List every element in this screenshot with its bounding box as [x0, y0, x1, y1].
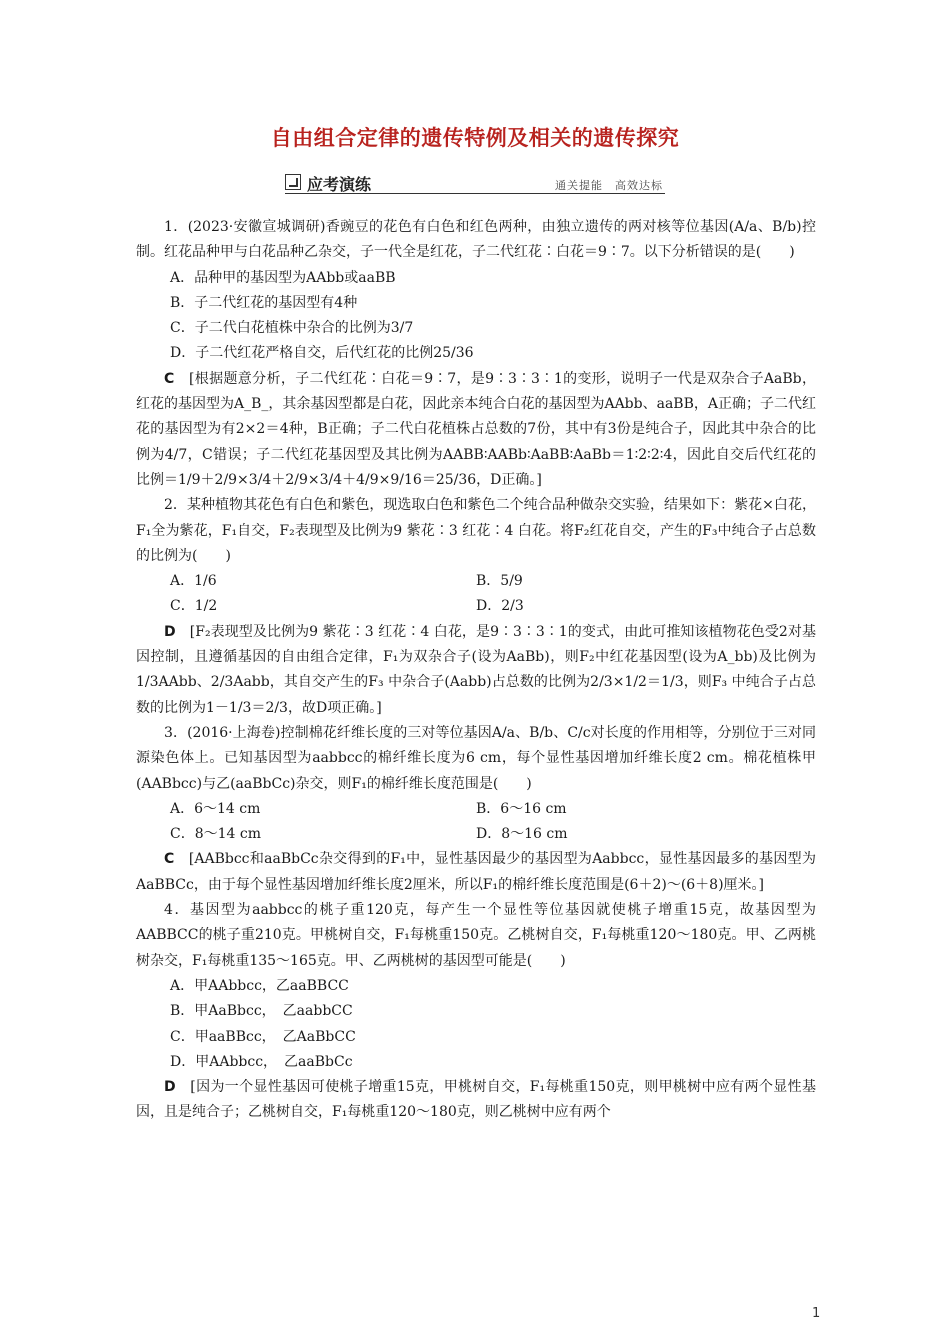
question-2-option-b: B．5/9 [476, 573, 523, 590]
section-label: 应考演练 [307, 175, 372, 194]
question-4-option-a: A．甲AAbbcc，乙aaBBCC [170, 977, 349, 994]
checkbox-icon [285, 174, 301, 190]
question-4-option-b: B．甲AaBbcc， 乙aabbCC [170, 1003, 353, 1020]
section-rule [285, 193, 665, 194]
question-4-stem: 4．基因型为aabbcc的桃子重120克，每产生一个显性等位基因就使桃子增重15克，故基因型为AABBCC的桃子重210克。甲桃树自交，F₁每桃重150克。乙桃树自交，F₁每桃重120～180克。甲、乙两桃树杂交，F₁每桃重135～165克。甲、乙两桃树的基因型可能是( ) [136, 902, 816, 969]
question-1-option-b: B．子二代红花的基因型有4种 [170, 294, 358, 311]
question-1-answer [136, 367, 816, 493]
answer-letter: C [164, 851, 175, 868]
answer-explanation: [F₂表现型及比例为9 紫花∶3 红花∶4 白花，是9∶3∶3∶1的变式，由此可推知该植物花色受2对基因控制，且遵循基因的自由组合定律，F₁为双杂合子(设为AaBb)，则F₂中红花基因型(设为A_bb)及比例为1/3AAbb、2/3Aabb，其自交产生的F₃ 中杂合子(Aabb)占总数的比例为2/3×1/2＝1/3，则F₃ 中纯合子占总数的比例为1－1/3＝2/3，故D项正确。] [136, 623, 816, 716]
question-2-options-row-2 [136, 594, 816, 619]
question-2-answer [136, 620, 816, 721]
question-2-options-row-1 [136, 569, 816, 594]
question-list [136, 215, 816, 1126]
question-4-option-c: C．甲aaBBcc， 乙AaBbCC [170, 1028, 356, 1045]
question-2-stem: 2．某种植物其花色有白色和紫色，现选取白色和紫色二个纯合品种做杂交实验，结果如下：紫花×白花，F₁全为紫花，F₁自交，F₂表现型及比例为9 紫花∶3 红花∶4 白花。将F₂红花自交，产生的F₃中纯合子占总数的比例为( ) [136, 497, 816, 564]
answer-letter: C [164, 370, 175, 387]
question-3-option-c: C．8～14 cm [170, 826, 261, 843]
answer-letter: D [164, 1079, 176, 1096]
question-1-option-c: C．子二代白花植株中杂合的比例为3/7 [170, 320, 414, 337]
question-3-option-d: D．8～16 cm [476, 826, 568, 843]
question-2-option-a: A．1/6 [170, 573, 217, 590]
page-number: 1 [812, 1306, 821, 1321]
page-title: 自由组合定律的遗传特例及相关的遗传探究 [270, 126, 680, 150]
question-4-answer [136, 1075, 816, 1126]
question-1-option-d: D．子二代红花严格自交，后代红花的比例25/36 [170, 345, 474, 362]
question-2-option-d: D．2/3 [476, 598, 524, 615]
question-3-options-row-1 [136, 797, 816, 822]
question-4-option-d: D．甲AAbbcc， 乙aaBbCc [170, 1053, 353, 1070]
question-3-answer [136, 847, 816, 898]
question-1-option-a: A．品种甲的基因型为AAbb或aaBB [170, 269, 396, 286]
question-2-option-c: C．1/2 [170, 598, 218, 615]
question-1-stem: 1．(2023·安徽宣城调研)香豌豆的花色有白色和红色两种，由独立遗传的两对核等位基因(A/a、B/b)控制。红花品种甲与白花品种乙杂交，子一代全是红花，子二代红花∶白花＝9∶7。以下分析错误的是( ) [136, 219, 816, 261]
section-subtitle: 通关提能 高效达标 [555, 179, 663, 192]
question-3-stem: 3．(2016·上海卷)控制棉花纤维长度的三对等位基因A/a、B/b、C/c对长度的作用相等，分别位于三对同源染色体上。已知基因型为aabbcc的棉纤维长度为6 cm，每个显性基因增加纤维长度2 cm。棉花植株甲(AABbcc)与乙(aaBbCc)杂交，则F₁的棉纤维长度范围是( ) [136, 724, 816, 792]
answer-explanation: [因为一个显性基因可使桃子增重15克，甲桃树自交，F₁每桃重150克，则甲桃树中应有两个显性基因，且是纯合子；乙桃树自交，F₁每桃重120～180克，则乙桃树中应有两个 [136, 1079, 816, 1121]
answer-explanation: [AABbcc和aaBbCc杂交得到的F₁中，显性基因最少的基因型为Aabbcc，显性基因最多的基因型为AaBBCc，由于每个显性基因增加纤维长度2厘米，所以F₁的棉纤维长度范围是(6＋2)～(6＋8)厘米。] [136, 851, 816, 893]
answer-explanation: [根据题意分析，子二代红花∶白花＝9∶7，是9∶3∶3∶1的变形，说明子一代是双杂合子AaBb，红花的基因型为A_B_，其余基因型都是白花，因此亲本纯合白花的基因型为AAbb、aaBB，A正确；子二代红花的基因型为有2×2＝4种，B正确；子二代白花植株占总数的7份，其中有3份是纯合子，因此其中杂合的比例为4/7，C错误；子二代红花基因型及其比例为AABB∶AABb∶AaBB∶AaBb＝1∶2∶2∶4，因此自交后代红花的比例＝1/9＋2/9×3/4＋2/9×3/4＋4/9×9/16＝25/36，D正确。] [136, 370, 816, 488]
question-3-option-b: B．6～16 cm [476, 800, 567, 817]
question-3-options-row-2 [136, 822, 816, 847]
answer-letter: D [164, 623, 176, 640]
question-3-option-a: A．6～14 cm [170, 800, 261, 817]
section-banner [285, 172, 665, 196]
